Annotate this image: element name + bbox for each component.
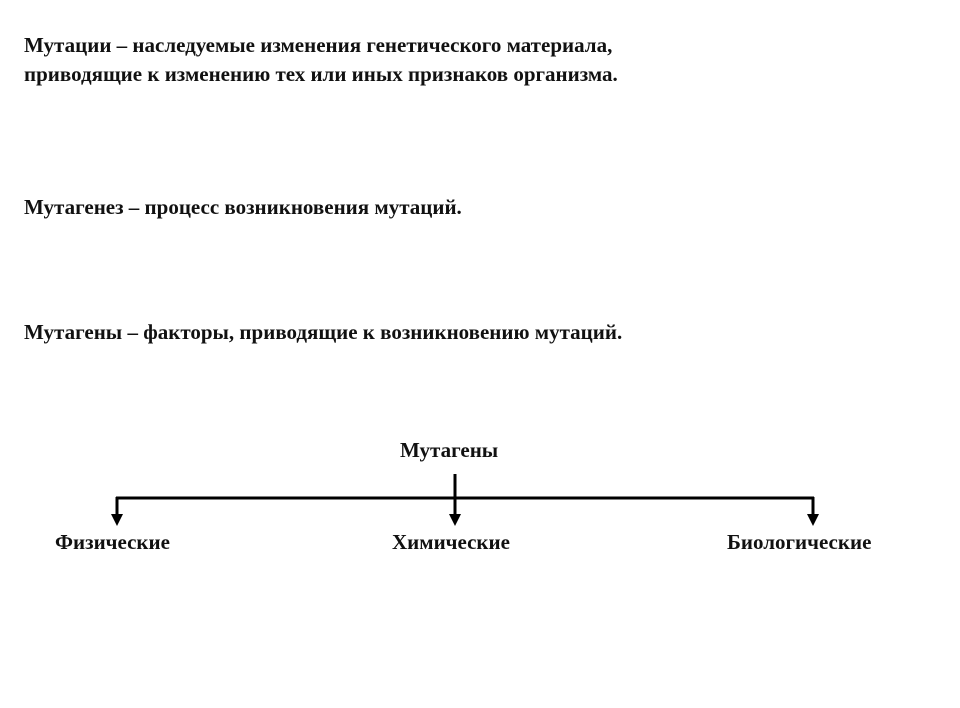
arrowhead-biological: [807, 514, 819, 526]
diagram-child-physical: Физические: [55, 530, 170, 554]
arrowhead-physical: [111, 514, 123, 526]
definition-mutations: Мутации – наследуемые изменения генетического материала, приводящие к изменению тех или иных признаков организма.: [24, 33, 618, 86]
definition-mutagenesis: Мутагенез – процесс возникновения мутаций.: [24, 195, 462, 219]
definition-mutagens: Мутагены – факторы, приводящие к возникновению мутаций.: [24, 320, 623, 344]
arrowhead-chemical: [449, 514, 461, 526]
diagram-child-biological: Биологические: [727, 530, 872, 554]
diagram-root-label: Мутагены: [400, 438, 499, 462]
diagram-child-chemical: Химические: [392, 530, 510, 554]
